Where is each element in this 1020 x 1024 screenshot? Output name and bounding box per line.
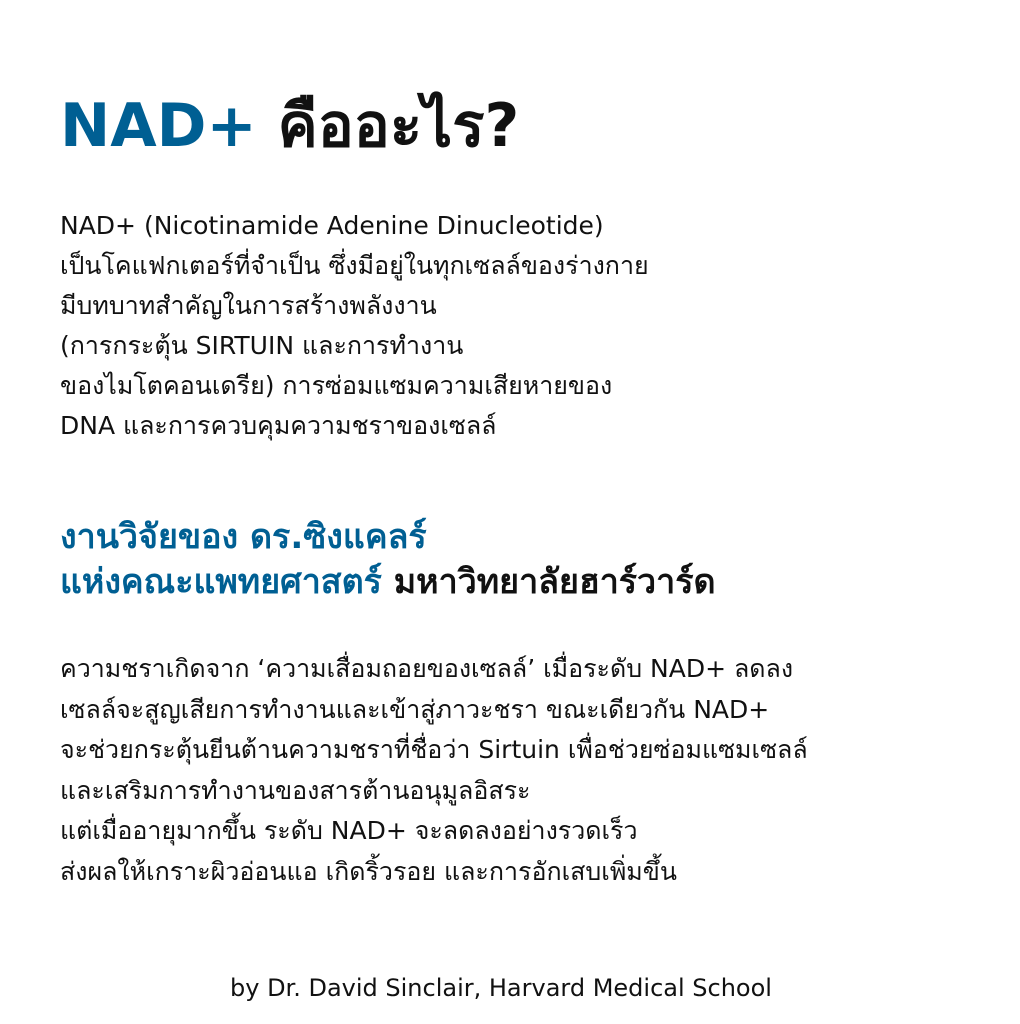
research-heading-faculty: แห่งคณะแพทยศาสตร์ [60, 562, 382, 602]
research-line: แต่เมื่ออายุมากขึ้น ระดับ NAD+ จะลดลงอย่างรวดเร็ว [60, 816, 638, 845]
research-line: และเสริมการทำงานของสารต้านอนุมูลอิสระ [60, 775, 531, 805]
intro-line: (การกระตุ้น SIRTUIN และการทำงาน [60, 331, 464, 360]
research-heading-line1: งานวิจัยของ ดร.ซิงแคลร์ [60, 517, 427, 557]
title-accent: NAD+ [60, 91, 257, 161]
intro-line: เป็นโคแฟกเตอร์ที่จำเป็น ซึ่งมีอยู่ในทุกเซลล์ของร่างกาย [60, 251, 649, 280]
intro-line: มีบทบาทสำคัญในการสร้างพลังงาน [60, 291, 437, 320]
research-line: จะช่วยกระตุ้นยีนต้านความชราที่ชื่อว่า Sirtuin เพื่อช่วยซ่อมแซมเซลล์ [60, 735, 808, 764]
research-heading [60, 515, 716, 605]
source-credit: by Dr. David Sinclair, Harvard Medical School [230, 974, 772, 1002]
research-line: เซลล์จะสูญเสียการทำงานและเข้าสู่ภาวะชรา ขณะเดียวกัน NAD+ [60, 694, 770, 724]
page-title [60, 78, 519, 174]
research-heading-line2 [60, 560, 716, 605]
research-line: ส่งผลให้เกราะผิวอ่อนแอ เกิดริ้วรอย และการอักเสบเพิ่มขึ้น [60, 856, 677, 886]
research-paragraph [60, 649, 808, 892]
intro-line: ของไมโตคอนเดรีย) การซ่อมแซมความเสียหายของ [60, 371, 613, 400]
intro-line: NAD+ (Nicotinamide Adenine Dinucleotide) [60, 211, 604, 240]
intro-paragraph [60, 206, 649, 446]
intro-line: DNA และการควบคุมความชราของเซลล์ [60, 411, 497, 440]
title-rest: คืออะไร? [277, 91, 520, 161]
research-line: ความชราเกิดจาก ‘ความเสื่อมถอยของเซลล์’ เมื่อระดับ NAD+ ลดลง [60, 654, 794, 683]
research-heading-university: มหาวิทยาลัยฮาร์วาร์ด [393, 562, 716, 602]
